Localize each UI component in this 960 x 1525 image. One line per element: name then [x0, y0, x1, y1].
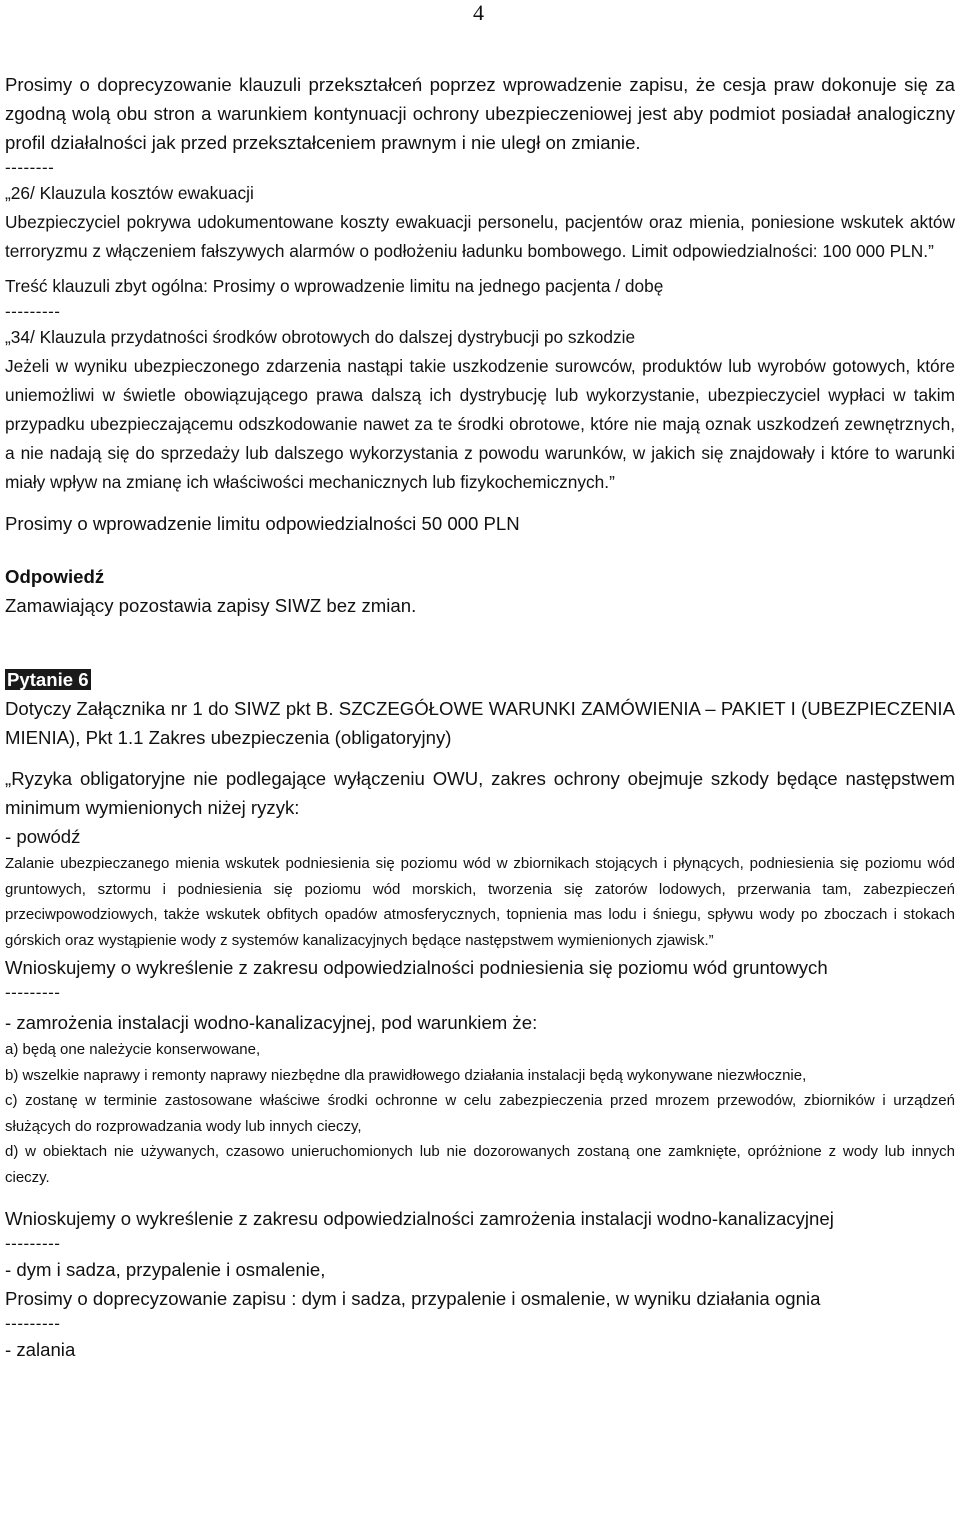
clause-26-comment: Treść klauzuli zbyt ogólna: Prosimy o wprowadzenie limitu na jednego pacjenta / dobę — [5, 276, 664, 296]
freeze-request: Wnioskujemy o wykreślenie z zakresu odpowiedzialności zamrożenia instalacji wodno-kanalizacyjnej — [5, 1208, 834, 1229]
separator: --------- — [5, 302, 61, 321]
separator: --------- — [5, 1234, 61, 1253]
clause-26-body: Ubezpieczyciel pokrywa udokumentowane koszty ewakuacji personelu, pacjentów oraz mienia, poniesione wskutek aktów terroryzmu z włączeniem fałszywych alarmów o podłożeniu ładunku bombowego. Limit odpowiedzialności: 100 000 PLN.” — [5, 212, 955, 261]
separator: --------- — [5, 983, 61, 1002]
clause-34-title: „34/ Klauzula przydatności środków obrotowych do dalszej dystrybucji po szkodzie — [5, 327, 636, 347]
flood-request: Wnioskujemy o wykreślenie z zakresu odpowiedzialności podniesienia się poziomu wód gruntowych — [5, 957, 828, 978]
document-body — [5, 70, 955, 1364]
question-6-reference: Dotyczy Załącznika nr 1 do SIWZ pkt B. SZCZEGÓŁOWE WARUNKI ZAMÓWIENIA – PAKIET I (UBEZPIECZENIA MIENIA), Pkt 1.1 Zakres ubezpieczenia (obligatoryjny) — [5, 698, 955, 748]
clause-26-title: „26/ Klauzula kosztów ewakuacji — [5, 183, 254, 203]
clause-34-request: Prosimy o wprowadzenie limitu odpowiedzialności 50 000 PLN — [5, 513, 520, 534]
flood-body: Zalanie ubezpieczanego mienia wskutek podniesienia się poziomu wód w zbiornikach stojących i płynących, podniesienia się poziomu wód gruntowych, sztormu i podniesienia się poziomu wód morskich, tworzenia się zatorów lodowych, przerwania tam, zabezpieczeń przeciwpowodziowych, także wskutek obfitych opadów atmosferycznych, topnienia mas lodu i śniegu, spływu wody po zboczach i stokach górskich oraz wystąpienie wody z systemów kanalizacyjnych będące następstwem wymienionych zjawisk.” — [5, 855, 955, 949]
separator: -------- — [5, 158, 55, 177]
clause-34-body: Jeżeli w wyniku ubezpieczonego zdarzenia nastąpi takie uszkodzenie surowców, produktów lub wyrobów gotowych, które uniemożliwi w świetle obowiązującego prawa dalszą ich dystrybucję lub wykorzystanie, ubezpieczyciel wypłaci w takim przypadku ubezpieczającemu odszkodowanie nawet za te środki obrotowe, które nie mają oznak uszkodzeń zewnętrznych, a nie nadają się do sprzedaży lub dalszego wykorzystania z powodu warunków, w jakich się znajdowały i które to warunki miały wpływ na zmianę ich właściwości mechanicznych lub fizykochemicznych.” — [5, 356, 955, 492]
question-6-quote: „Ryzyka obligatoryjne nie podlegające wyłączeniu OWU, zakres ochrony obejmuje szkody będące następstwem minimum wymienionych niżej ryzyk: — [5, 768, 955, 818]
separator: --------- — [5, 1314, 61, 1333]
flooding-label: - zalania — [5, 1339, 76, 1360]
answer-heading: Odpowiedź — [5, 566, 105, 587]
answer-text: Zamawiający pozostawia zapisy SIWZ bez zmian. — [5, 595, 417, 616]
freeze-item-d: d) w obiektach nie używanych, czasowo unieruchomionych lub nie dozorowanych zostaną one zamknięte, opróżnione z wody lub innych cieczy. — [5, 1143, 955, 1186]
question-6-heading: Pytanie 6 — [7, 669, 89, 690]
flood-label: - powódź — [5, 826, 81, 847]
smoke-request: Prosimy o doprecyzowanie zapisu : dym i sadza, przypalenie i osmalenie, w wyniku działania ognia — [5, 1288, 821, 1309]
transformation-clause-request: Prosimy o doprecyzowanie klauzuli przekształceń poprzez wprowadzenie zapisu, że cesja praw dokonuje się za zgodną wolą obu stron a warunkiem kontynuacji ochrony ubezpieczeniowej jest aby podmiot posiadał analogiczny profil działalności jak przed przekształceniem prawnym i nie uległ on zmianie. — [5, 74, 955, 153]
freeze-item-b: b) wszelkie naprawy i remonty naprawy niezbędne dla prawidłowego działania instalacji będą wykonywane niezwłocznie, — [5, 1066, 807, 1084]
freeze-item-c: c) zostanę w terminie zastosowane właściwe środki ochronne w celu zabezpieczenia przed mrozem przewodów, zbiorników i urządzeń służących do rozprowadzania wody lub innych cieczy, — [5, 1092, 955, 1135]
page-number: 4 — [473, 0, 484, 25]
freeze-item-a: a) będą one należycie konserwowane, — [5, 1041, 261, 1058]
freeze-label: - zamrożenia instalacji wodno-kanalizacyjnej, pod warunkiem że: — [5, 1012, 538, 1033]
smoke-label: - dym i sadza, przypalenie i osmalenie, — [5, 1259, 326, 1280]
